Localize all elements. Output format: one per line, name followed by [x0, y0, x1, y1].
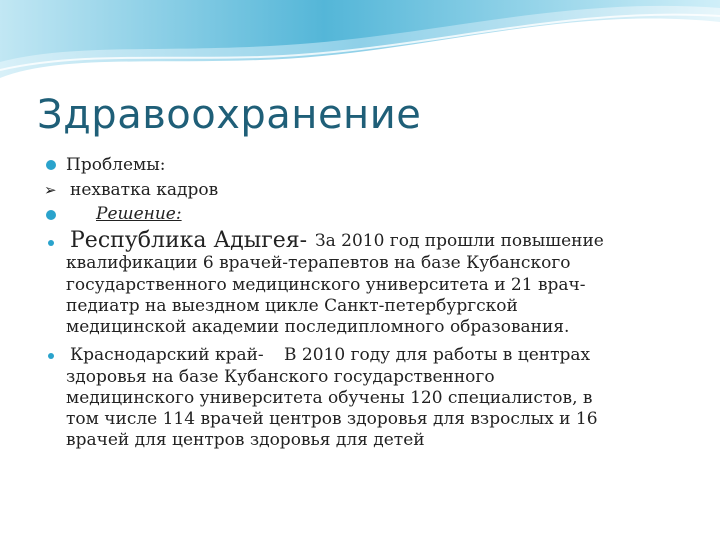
krasnodar-line: том числе 114 врачей центров здоровья для взрослых и 16: [66, 409, 598, 429]
adygea-line: государственного медицинского университета и 21 врач-: [66, 275, 586, 295]
adygea-line: За 2010 год прошли повышение: [315, 231, 604, 251]
adygea-line: медицинской академии последипломного образования.: [66, 317, 570, 337]
bullet-dot-icon: [46, 210, 56, 220]
adygea-line: педиатр на выездном цикле Санкт-петербургской: [66, 296, 518, 316]
krasnodar-line: медицинского университета обучены 120 специалистов, в: [66, 388, 593, 408]
problems-label: Проблемы:: [66, 155, 166, 175]
krasnodar-line: В 2010 году для работы в центрах: [284, 345, 591, 365]
bullet-small-icon: [48, 240, 54, 246]
slide-title: Здравоохранение: [37, 92, 422, 138]
bullet-small-icon: [48, 353, 54, 359]
krasnodar-line: здоровья на базе Кубанского государственного: [66, 367, 495, 387]
arrow-bullet-icon: ➢: [44, 181, 57, 199]
bullet-dot-icon: [46, 160, 56, 170]
krasnodar-region-label: Краснодарский край-: [70, 345, 264, 365]
krasnodar-line: врачей для центров здоровья для детей: [66, 430, 425, 450]
solution-label: Решение:: [96, 204, 182, 224]
adygea-region-label: Республика Адыгея-: [70, 228, 308, 253]
adygea-line: квалификации 6 врачей-терапевтов на базе Кубанского: [66, 253, 571, 273]
staff-shortage-text: нехватка кадров: [70, 180, 219, 200]
